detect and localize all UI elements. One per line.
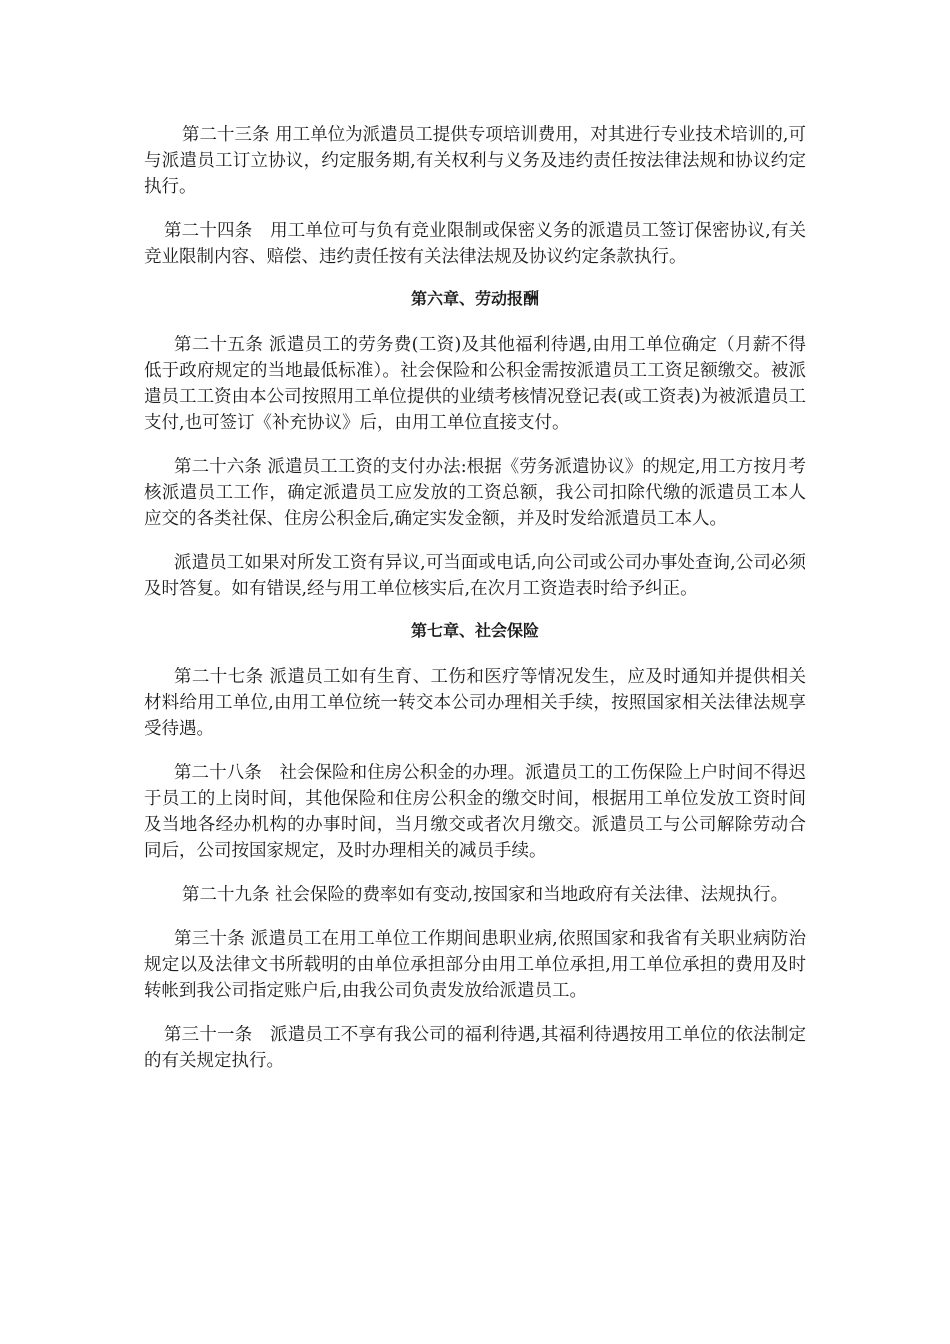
article-27: 第二十七条 派遣员工如有生育、工伤和医疗等情况发生，应及时通知并提供相关材料给用工单位,由用工单位统一转交本公司办理相关手续，按照国家相关法律法规享受待遇。 xyxy=(144,667,806,739)
chapter-7-heading: 第七章、社会保险 xyxy=(410,621,539,640)
article-30: 第三十条 派遣员工在用工单位工作期间患职业病,依照国家和我省有关职业病防治规定以及法律文书所载明的由单位承担部分由用工单位承担,用工单位承担的费用及时转帐到我公司指定账户后,由我公司负责发放给派遣员工。 xyxy=(144,929,806,1001)
document-page xyxy=(144,122,806,1092)
article-26: 第二十六条 派遣员工工资的支付办法:根据《劳务派遣协议》的规定,用工方按月考核派遣员工工作，确定派遣员工应发放的工资总额，我公司扣除代缴的派遣员工本人应交的各类社保、住房公积金后,确定实发金额，并及时发给派遣员工本人。 xyxy=(144,457,806,529)
chapter-6-heading: 第六章、劳动报酬 xyxy=(410,289,539,308)
article-25: 第二十五条 派遣员工的劳务费(工资)及其他福利待遇,由用工单位确定（月薪不得低于政府规定的当地最低标准）。社会保险和公积金需按派遣员工工资足额缴交。被派遣员工工资由本公司按照用工单位提供的业绩考核情况登记表(或工资表)为被派遣员工支付,也可签订《补充协议》后，由用工单位直接支付。 xyxy=(144,335,806,433)
article-24: 第二十四条 用工单位可与负有竞业限制或保密义务的派遣员工签订保密协议,有关竞业限制内容、赔偿、违约责任按有关法律法规及协议约定条款执行。 xyxy=(144,221,806,267)
article-23: 第二十三条 用工单位为派遣员工提供专项培训费用，对其进行专业技术培训的,可与派遣员工订立协议，约定服务期,有关权利与义务及违约责任按法律法规和协议约定执行。 xyxy=(144,125,806,197)
article-28: 第二十八条 社会保险和住房公积金的办理。派遣员工的工伤保险上户时间不得迟于员工的上岗时间，其他保险和住房公积金的缴交时间，根据用工单位发放工资时间及当地各经办机构的办事时间，当月缴交或者次月缴交。派遣员工与公司解除劳动合同后，公司按国家规定，及时办理相关的减员手续。 xyxy=(144,763,806,861)
article-29: 第二十九条 社会保险的费率如有变动,按国家和当地政府有关法律、法规执行。 xyxy=(182,885,789,905)
article-26-continued: 派遣员工如果对所发工资有异议,可当面或电话,向公司或公司办事处查询,公司必须及时答复。如有错误,经与用工单位核实后,在次月工资造表时给予纠正。 xyxy=(144,553,806,599)
article-31: 第三十一条 派遣员工不享有我公司的福利待遇,其福利待遇按用工单位的依法制定的有关规定执行。 xyxy=(144,1025,806,1071)
